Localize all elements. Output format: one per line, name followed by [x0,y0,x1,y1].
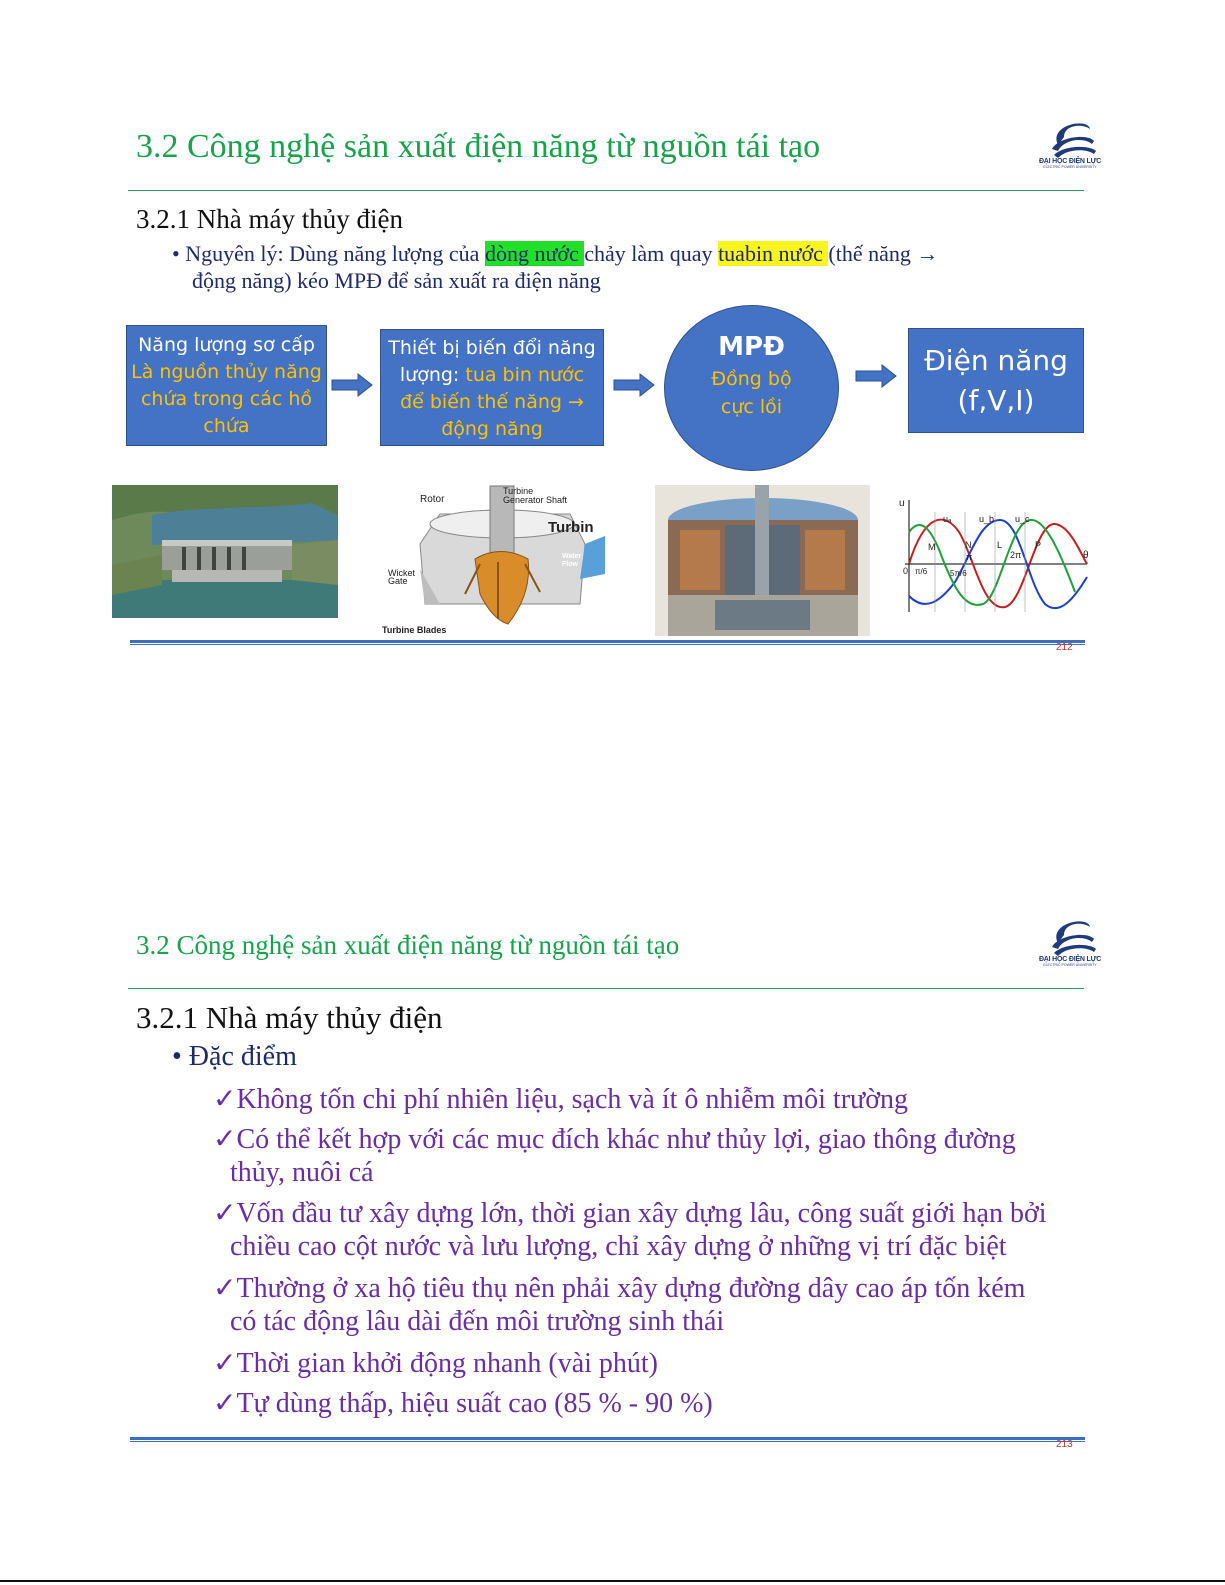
primary-energy-box [126,325,327,446]
wave-label: π/6 [915,567,928,576]
box-label: động năng [441,418,543,440]
arrow-right-icon [854,364,898,388]
logo-name: ĐẠI HỌC ĐIỆN LỰC [1038,158,1102,165]
logo-name: ĐẠI HỌC ĐIỆN LỰC [1038,956,1102,963]
wave-label: L [997,540,1003,550]
highlight-water-flow: dòng nước [484,241,585,266]
box-label: Điện năng [924,344,1068,377]
feature-item: ✓Tự dùng thấp, hiệu suất cao (85 % - 90 %) [213,1388,713,1419]
logo-subtitle: ELECTRIC POWER UNIVERSITY [1043,165,1097,169]
wave-label: u_b [979,514,995,524]
water-flow-label: Flow [562,561,578,568]
slide-footer-rule [130,640,1085,643]
generator-circle [664,305,839,471]
section-heading: 3.2.1 Nhà máy thủy điện [136,204,403,234]
wave-label: 2π [1010,550,1022,560]
wave-label: 5π/6 [950,569,967,578]
wave-label: N [965,540,972,550]
dam-photo [112,485,338,618]
box-label: Năng lượng sơ cấp [138,334,315,356]
title-divider [128,190,1084,191]
turbine-diagram [380,484,605,636]
wave-label: P [1035,540,1042,550]
slide-title: 3.2 Công nghệ sản xuất điện năng từ nguồn tái tạo [136,128,821,165]
feature-item: ✓Vốn đầu tư xây dựng lớn, thời gian xây dựng lâu, công suất giới hạn bởi [213,1198,1047,1229]
wave-label: u [899,498,905,509]
page-number: 213 [1056,1439,1073,1450]
principle-bullet-line2: động năng) kéo MPĐ để sản xuất ra điện năng [192,268,601,293]
wave-label: θ [1083,550,1089,561]
slide-footer-rule [130,644,1085,645]
electric-energy-box [908,328,1084,433]
slide-footer-rule [130,1437,1085,1440]
box-label: Thiết bị biến đổi năng [388,337,596,359]
university-logo [1038,903,1102,967]
wave-label: π [966,552,973,562]
feature-item: ✓Có thể kết hợp với các mục đích khác như thủy lợi, giao thông đường [213,1124,1016,1155]
wave-label: 0 [903,566,909,576]
feature-item: ✓Thường ở xa hộ tiêu thụ nên phải xây dựng đường dây cao áp tốn kém [213,1273,1026,1304]
generator-photo [655,485,870,636]
box-label: (f,V,I) [957,384,1035,417]
bullet-text: • Nguyên lý: Dùng năng lượng của [172,241,485,266]
turbine-label: Turbine [503,486,534,496]
slide-title: 3.2 Công nghệ sản xuất điện năng từ nguồn tái tạo [136,930,680,960]
feature-item: ✓Thời gian khởi động nhanh (vài phút) [213,1348,659,1379]
features-bullet: • Đặc điểm [172,1041,297,1072]
water-flow-label: Water [562,553,582,560]
page-bottom-edge [0,1580,1225,1582]
circle-title: MPĐ [718,332,785,362]
box-label: để biến thế năng → [400,391,584,413]
arrow-right-icon [612,373,656,397]
box-label: chứa [203,415,250,437]
logo-subtitle: ELECTRIC POWER UNIVERSITY [1043,963,1097,967]
university-logo [1038,105,1102,169]
generator-cutaway-image [655,485,870,636]
feature-item-cont: có tác động lâu dài đến môi trường sinh thái [230,1306,725,1337]
circle-label: cực lồi [720,396,783,418]
highlight-turbine: tuabin nước [718,241,829,266]
box-label: Là nguồn thủy năng [131,361,322,383]
arrow-right-icon [330,373,374,397]
turbine-illustration [380,484,605,636]
rotor-label: Rotor [420,494,445,505]
slide-footer-rule [130,1441,1085,1442]
wave-label: u_c [1015,514,1030,524]
energy-converter-box [380,329,604,446]
page-number: 212 [1056,642,1073,653]
box-label: chứa trong các hồ [140,388,313,410]
feature-item: ✓Không tốn chi phí nhiên liệu, sạch và ít ô nhiễm môi trường [213,1084,909,1115]
wave-label: M [928,542,936,552]
feature-item-cont: thủy, nuôi cá [230,1157,374,1188]
title-divider [128,988,1084,989]
turbine-big-label: Turbin [548,519,594,536]
bullet-text: (thế năng → [828,241,939,266]
generator-shaft-label: Generator Shaft [503,495,568,505]
circle-label: Đồng bộ [711,368,792,390]
wicket-gate-label: Gate [388,576,408,586]
turbine-blades-label: Turbine Blades [382,625,447,635]
three-phase-waveform [895,492,1095,618]
bullet-text: chảy làm quay [584,241,719,266]
principle-bullet [172,241,938,267]
wicket-gate-label: Wicket [388,568,415,578]
box-label: lượng: [399,364,466,386]
section-heading: 3.2.1 Nhà máy thủy điện [136,1000,443,1035]
box-label: tua bin nước [465,364,585,386]
feature-item-cont: chiều cao cột nước và lưu lượng, chỉ xây dựng ở những vị trí đặc biệt [230,1231,1007,1262]
hydro-dam-image [112,485,338,618]
wave-label: uₐ [943,514,952,524]
sine-waves-chart [895,492,1095,618]
